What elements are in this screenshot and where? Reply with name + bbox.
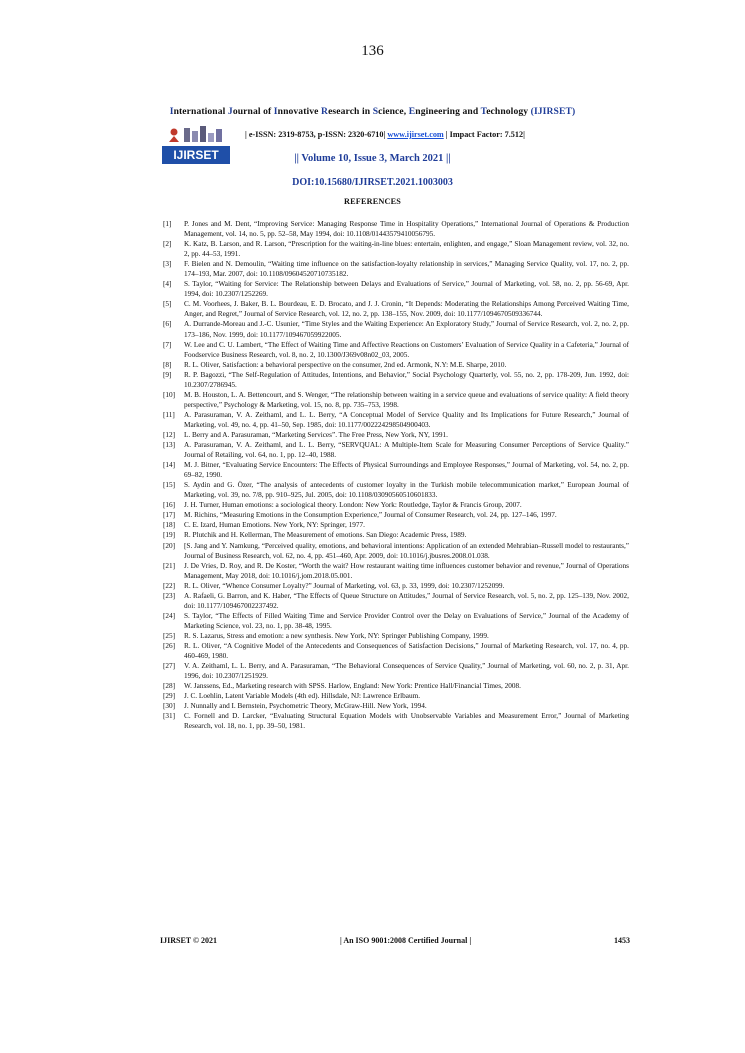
reference-number: [14] <box>163 461 176 470</box>
reference-item <box>163 480 629 500</box>
reference-number: [16] <box>163 501 176 510</box>
reference-number: [28] <box>163 682 176 691</box>
journal-title-part: J <box>227 106 233 117</box>
reference-item <box>163 360 629 370</box>
reference-item <box>163 530 629 540</box>
reference-item <box>163 591 629 611</box>
reference-text: S. Taylor, “The Effects of Filled Waiting Time and Service Provider Control over the Delay on Evaluations of Service,” Journal of the Academy of Marketing Science, vol. 23, no. 1, pp. 38-48, 1995. <box>184 611 629 630</box>
page-number: 136 <box>361 43 384 59</box>
logo-text: IJIRSET <box>173 148 219 162</box>
footer-certification: | An ISO 9001:2008 Certified Journal | <box>340 936 472 945</box>
reference-text: S. Taylor, “Waiting for Service: The Relationship between Delays and Evaluations of Service,” Journal of Marketing, vol. 58, no. 2, pp. 56-69, Apr. 1994, doi: 10.2307/1252269. <box>184 280 629 299</box>
issn-line <box>245 130 525 139</box>
reference-text: R. L. Oliver, Satisfaction: a behavioral perspective on the consumer, 2nd ed. Armonk, N.Y: M.E. Sharpe, 2010. <box>184 360 507 369</box>
reference-number: [25] <box>163 631 176 640</box>
journal-title-part: cience, <box>378 106 409 117</box>
reference-number: [26] <box>163 641 176 650</box>
reference-item <box>163 410 629 430</box>
reference-text: J. C. Loehlin, Latent Variable Models (4th ed). Hillsdale, NJ: Lawrence Erlbaum. <box>184 692 421 701</box>
reference-item <box>163 611 629 631</box>
reference-number: [10] <box>163 390 176 399</box>
journal-title-part: I <box>169 106 174 117</box>
journal-title-part: R <box>321 106 329 117</box>
reference-item <box>163 239 629 259</box>
reference-item <box>163 279 629 299</box>
volume-issue: || Volume 10, Issue 3, March 2021 || <box>294 153 451 164</box>
reference-text: [S. Jang and Y. Namkung, “Perceived quality, emotions, and behavioral intentions: Application of an extended Mehrabian–Russell model to restaurants,” Journal of Business Research, vol. 62, no. 4, pp. 451–460, Apr. 2009, doi: 10.1016/j.jbusres.2008.01.038. <box>184 541 629 560</box>
reference-number: [15] <box>163 481 176 490</box>
reference-number: [6] <box>163 320 172 329</box>
reference-item <box>163 691 629 701</box>
journal-title-part: I <box>273 106 278 117</box>
footer-copyright: IJIRSET © 2021 <box>160 936 217 945</box>
reference-text: J. De Vries, D. Roy, and R. De Koster, “Worth the wait? How restaurant waiting time influences customer behavior and revenue,” Journal of Operations Management, May 2018, doi: 10.1016/j.jom.2018.05.001. <box>184 561 629 580</box>
reference-number: [4] <box>163 280 172 289</box>
reference-text: A. Rafaeli, G. Barron, and K. Haber, “The Effects of Queue Structure on Attitudes,” Journal of Service Research, vol. 5, no. 2, pp. 125–139, Nov. 2002, doi: 10.1177/109467002237492. <box>184 591 629 610</box>
reference-text: M. B. Houston, L. A. Bettencourt, and S. Wenger, “The relationship between waiting in a service queue and evaluations of service quality: A field theory perspective,” Psychology & Marketing, vol. 15, no. 8, pp. 735–753, 1998. <box>184 390 629 409</box>
reference-item <box>163 219 629 239</box>
reference-item <box>163 661 629 681</box>
reference-item <box>163 259 629 279</box>
impact-factor-text: | Impact Factor: 7.512| <box>443 130 525 139</box>
reference-text: F. Bielen and N. Demoulin, “Waiting time influence on the satisfaction-loyalty relationship in services,” Managing Service Quality, vol. 17, no. 2, pp. 174–193, Mar. 2007, doi: 10.1108/09604520710735182. <box>184 260 629 279</box>
reference-number: [21] <box>163 561 176 570</box>
reference-number: [27] <box>163 662 176 671</box>
reference-text: A. Parasuraman, V. A. Zeithaml, and L. L. Berry, “SERVQUAL: A Multiple-Item Scale for Measuring Consumer Perceptions of Service Quality.” Journal of Retailing, vol. 64, no. 1, pp. 12–40, 1988. <box>184 441 629 460</box>
reference-text: R. S. Lazarus, Stress and emotion: a new synthesis. New York, NY: Springer Publishing Company, 1999. <box>184 631 489 640</box>
reference-text: J. H. Turner, Human emotions: a sociological theory. London: New York: Routledge, Taylor & Francis Group, 2007. <box>184 501 522 510</box>
reference-item <box>163 711 629 731</box>
reference-text: A. Durrande-Moreau and J.-C. Usunier, “Time Styles and the Waiting Experience: An Exploratory Study,” Journal of Service Research, vol. 2, no. 2, pp. 173–186, Nov. 1999, doi: 10.1177/109467059922005. <box>184 320 629 339</box>
reference-item <box>163 390 629 410</box>
journal-title-part: esearch in <box>328 106 373 117</box>
reference-text: M. Richins, “Measuring Emotions in the Consumption Experience,” Journal of Consumer Research, vol. 24, pp. 127–146, 1997. <box>184 511 557 520</box>
reference-text: C. E. Izard, Human Emotions. New York, NY: Springer, 1977. <box>184 521 365 530</box>
reference-text: R. Plutchik and H. Kellerman, The Measurement of emotions. San Diego: Academic Press, 1989. <box>184 531 467 540</box>
journal-title-part: and <box>462 106 481 117</box>
reference-text: K. Katz, B. Larson, and R. Larson, “Prescription for the waiting-in-line blues: entertain, enlighten, and engage,” Sloan Management review, vol. 32, no. 2, pp. 44–53, 1991. <box>184 240 629 259</box>
reference-item <box>163 561 629 581</box>
reference-number: [20] <box>163 541 176 550</box>
reference-item <box>163 641 629 661</box>
references-list <box>163 219 629 731</box>
reference-item <box>163 440 629 460</box>
reference-text: C. Fornell and D. Larcker, “Evaluating Structural Equation Models with Unobservable Variables and Measurement Error,” Journal of Marketing Research, vol. 18, no. 1, pp. 39–50, 1981. <box>184 712 629 731</box>
reference-text: J. Nunnally and I. Bernstein, Psychometric Theory, McGraw-Hill. New York, 1994. <box>184 702 427 711</box>
journal-title-part: nnovative <box>277 106 322 117</box>
reference-item <box>163 430 629 440</box>
reference-number: [23] <box>163 591 176 600</box>
reference-text: R. L. Oliver, “Whence Consumer Loyalty?” Journal of Marketing, vol. 63, p. 33, 1999, doi: 10.2307/1252099. <box>184 581 505 590</box>
reference-number: [3] <box>163 260 172 269</box>
journal-title-part: S <box>372 106 379 117</box>
reference-number: [30] <box>163 702 176 711</box>
reference-text: V. A. Zeithaml, L. L. Berry, and A. Parasuraman, “The Behavioral Consequences of Service Quality,” Journal of Marketing, vol. 60, no. 2, p. 31, Apr. 1996, doi: 10.2307/1251929. <box>184 662 629 681</box>
reference-item <box>163 681 629 691</box>
reference-text: M. J. Bitner, “Evaluating Service Encounters: The Effects of Physical Surroundings and Employee Responses,” Journal of Marketing, vol. 54, no. 2, pp. 69–82, 1990. <box>184 461 629 480</box>
reference-text: L. Berry and A. Parasuraman, “Marketing Services”. The Free Press, New York, NY, 1991. <box>184 430 448 439</box>
website-link[interactable]: www.ijirset.com <box>387 130 444 139</box>
reference-item <box>163 460 629 480</box>
reference-number: [22] <box>163 581 176 590</box>
reference-number: [31] <box>163 712 176 721</box>
journal-title <box>0 106 745 117</box>
reference-item <box>163 631 629 641</box>
reference-text: R. P. Bagozzi, “The Self-Regulation of Attitudes, Intentions, and Behavior,” Social Psychology Quarterly, vol. 55, no. 2, pp. 178-209, Jun. 1992, doi: 10.2307/2786945. <box>184 370 629 389</box>
reference-number: [12] <box>163 430 176 439</box>
reference-text: P. Jones and M. Dent, “Improving Service: Managing Response Time in Hospitality Operations,” International Journal of Operations & Production Management, vol. 14, no. 5, pp. 52–58, May 1994, doi: 10.1108/01443579410056795. <box>184 220 629 239</box>
reference-number: [7] <box>163 340 172 349</box>
issn-text: | e-ISSN: 2319-8753, p-ISSN: 2320-6710| <box>245 130 388 139</box>
journal-title-part: E <box>408 106 416 117</box>
references-heading: REFERENCES <box>343 197 402 206</box>
reference-number: [9] <box>163 370 172 379</box>
reference-number: [18] <box>163 521 176 530</box>
reference-number: [19] <box>163 531 176 540</box>
journal-title-part: echnology <box>486 106 531 117</box>
footer-page-number: 1453 <box>614 936 630 945</box>
reference-number: [8] <box>163 360 172 369</box>
journal-title-part: T <box>480 106 487 117</box>
reference-item <box>163 520 629 530</box>
reference-item <box>163 701 629 711</box>
reference-text: W. Janssens, Ed., Marketing research with SPSS. Harlow, England: New York: Prentice Hall/Financial Times, 2008. <box>184 682 521 691</box>
reference-text: C. M. Voorhees, J. Baker, B. L. Bourdeau, E. D. Brocato, and J. J. Cronin, “It Depends: Moderating the Relationships Among Perceived Waiting Time, Anger, and Regret,” Journal of Service Research, vol. 12, no. 2, pp. 138–155, Nov. 2009, doi: 10.1177/1094670509336744. <box>184 300 629 319</box>
journal-title-part: (IJIRSET) <box>530 106 576 117</box>
reference-number: [11] <box>163 410 175 419</box>
reference-item <box>163 319 629 339</box>
reference-item <box>163 581 629 591</box>
journal-title-part: ournal of <box>232 106 274 117</box>
reference-number: [13] <box>163 441 176 450</box>
reference-number: [29] <box>163 692 176 701</box>
journal-title-part: ngineering <box>415 106 463 117</box>
reference-item <box>163 500 629 510</box>
reference-number: [5] <box>163 300 172 309</box>
reference-number: [2] <box>163 240 172 249</box>
reference-text: W. Lee and C. U. Lambert, “The Effect of Waiting Time and Affective Reactions on Customers’ Evaluation of Service Quality in a Cafeteria,” Journal of Foodservice Business Research, vol. 8, no. 2, 10.1300/J369v08n02_03, 2005. <box>184 340 629 359</box>
reference-text: S. Aydin and G. Özer, “The analysis of antecedents of customer loyalty in the Turkish mobile telecommunication market,” European Journal of Marketing, vol. 39, no. 7/8, pp. 910–925, Jul. 2005, doi: 10.1108/03090560510601833. <box>184 481 629 500</box>
journal-title-part: nternational <box>173 106 228 117</box>
reference-item <box>163 510 629 520</box>
doi: DOI:10.15680/IJIRSET.2021.1003003 <box>292 177 453 188</box>
reference-number: [1] <box>163 220 172 228</box>
reference-item <box>163 370 629 390</box>
reference-number: [17] <box>163 511 176 520</box>
reference-item <box>163 541 629 561</box>
reference-text: A. Parasuraman, V. A. Zeithaml, and L. L. Berry, “A Conceptual Model of Service Quality and Its Implications for Future Research,” Journal of Marketing, vol. 49, no. 4, pp. 41–50, Sep. 1985, doi: 10.1177/002224298504900403. <box>184 410 629 429</box>
reference-text: R. L. Oliver, “A Cognitive Model of the Antecedents and Consequences of Satisfaction Decisions,” Journal of Marketing Research, vol. 17, no. 4, pp. 460-469, 1980. <box>184 641 629 661</box>
reference-item <box>163 340 629 360</box>
reference-number: [24] <box>163 611 176 620</box>
reference-item <box>163 299 629 319</box>
